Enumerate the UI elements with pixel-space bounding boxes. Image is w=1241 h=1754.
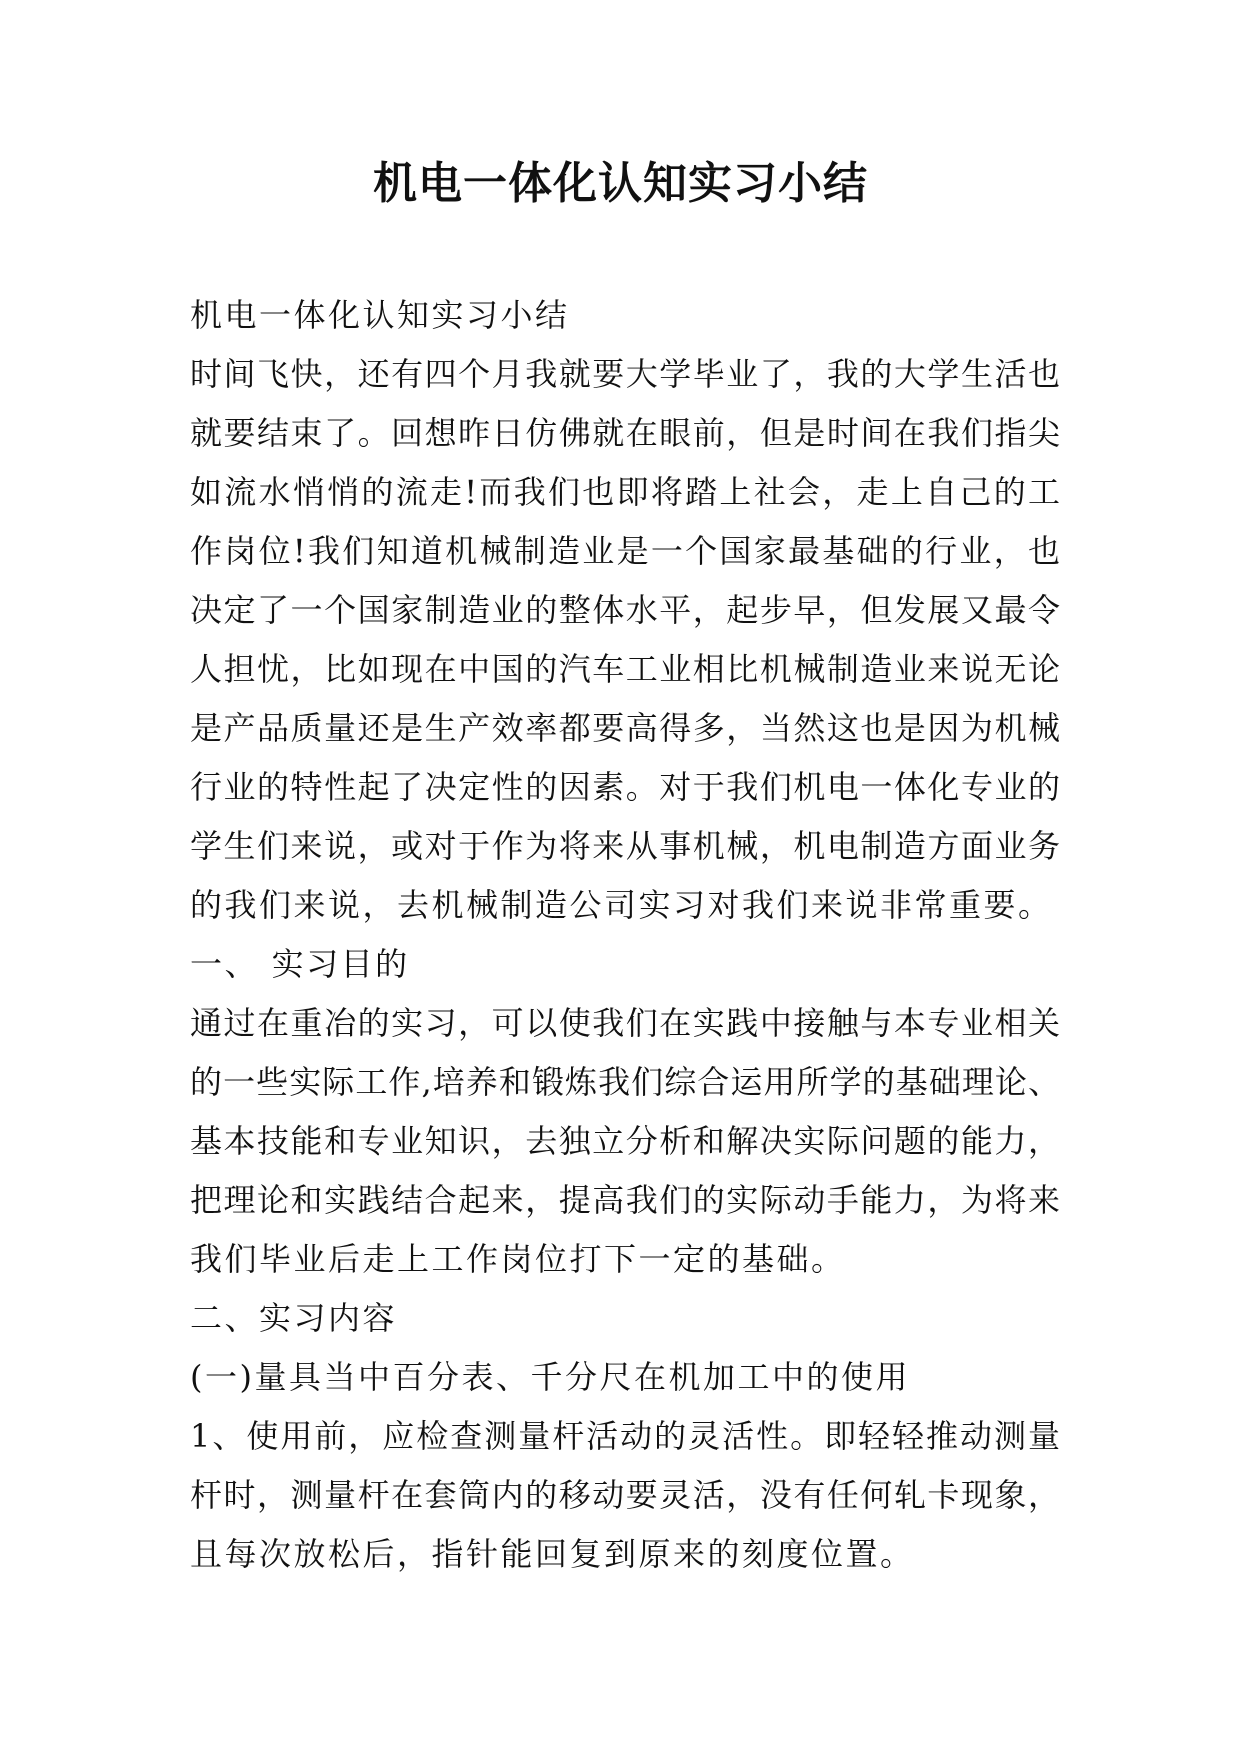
text-line: 学生们来说，或对于作为将来从事机械，机电制造方面业务 bbox=[190, 827, 1060, 865]
text-line: 基本技能和专业知识，去独立分析和解决实际问题的能力， bbox=[190, 1122, 1060, 1160]
text-line: 人担忧，比如现在中国的汽车工业相比机械制造业来说无论 bbox=[190, 650, 1060, 688]
text-line: 的我们来说，去机械制造公司实习对我们来说非常重要。 bbox=[190, 886, 1053, 924]
text-line: 是产品质量还是生产效率都要高得多，当然这也是因为机械 bbox=[190, 709, 1060, 747]
text-line: 的一些实际工作,培养和锻炼我们综合运用所学的基础理论、 bbox=[190, 1063, 1060, 1101]
text-line: 我们毕业后走上工作岗位打下一定的基础。 bbox=[190, 1240, 846, 1278]
document-body bbox=[190, 286, 1060, 1584]
text-line: (一)量具当中百分表、千分尺在机加工中的使用 bbox=[190, 1358, 910, 1396]
text-line: 二、实习内容 bbox=[190, 1299, 398, 1337]
text-line: 作岗位!我们知道机械制造业是一个国家最基础的行业，也 bbox=[190, 532, 1060, 570]
text-line: 且每次放松后，指针能回复到原来的刻度位置。 bbox=[190, 1535, 915, 1573]
text-line: 通过在重冶的实习，可以使我们在实践中接触与本专业相关 bbox=[190, 1004, 1060, 1042]
text-line: 机电一体化认知实习小结 bbox=[190, 296, 570, 334]
text-line: 时间飞快，还有四个月我就要大学毕业了，我的大学生活也 bbox=[190, 355, 1060, 393]
text-line: 行业的特性起了决定性的因素。对于我们机电一体化专业的 bbox=[190, 768, 1060, 806]
text-line: 决定了一个国家制造业的整体水平，起步早，但发展又最令 bbox=[190, 591, 1060, 629]
text-line: 1、使用前，应检查测量杆活动的灵活性。即轻轻推动测量 bbox=[190, 1417, 1060, 1455]
text-line: 杆时，测量杆在套筒内的移动要灵活，没有任何轧卡现象， bbox=[190, 1476, 1060, 1514]
text-line: 就要结束了。回想昨日仿佛就在眼前，但是时间在我们指尖 bbox=[190, 414, 1060, 452]
text-line: 如流水悄悄的流走!而我们也即将踏上社会，走上自己的工 bbox=[190, 473, 1060, 511]
text-line: 把理论和实践结合起来，提高我们的实际动手能力，为将来 bbox=[190, 1181, 1060, 1219]
text-line: 一、 实习目的 bbox=[190, 945, 410, 983]
document-title: 机电一体化认知实习小结 bbox=[373, 158, 868, 209]
